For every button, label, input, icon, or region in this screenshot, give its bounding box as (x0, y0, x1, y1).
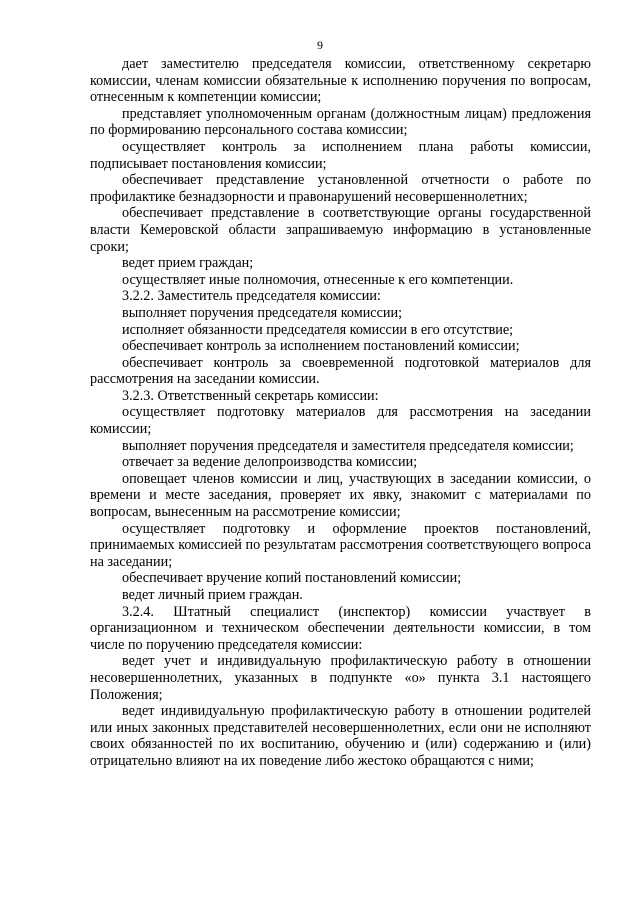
paragraph: осуществляет подготовку и оформление проектов постановлений, принимаемых комиссией по результатам рассмотрения соответствующего вопроса на заседании; (90, 520, 591, 570)
paragraph: исполняет обязанности председателя комиссии в его отсутствие; (122, 321, 514, 338)
section-heading: 3.2.2. Заместитель председателя комиссии: (122, 288, 381, 305)
paragraph: ведет индивидуальную профилактическую работу в отношении родителей или иных законных представителей несовершеннолетних, если они не исполняют своих обязанностей по их воспитанию, обучению и (или) содержанию и (или) отрицательно влияют на их поведение либо жестоко обращаются с ними; (90, 703, 591, 769)
paragraph: осуществляет подготовку материалов для рассмотрения на заседании комиссии; (90, 404, 591, 438)
paragraph: выполняет поручения председателя комиссии; (122, 304, 403, 321)
paragraph: осуществляет контроль за исполнением плана работы комиссии, подписывает постановления комиссии; (90, 138, 591, 172)
paragraph: обеспечивает представление в соответствующие органы государственной власти Кемеровской области запрашиваемую информацию в установленные сроки; (90, 205, 591, 255)
document-body (90, 56, 591, 770)
page-number: 9 (317, 38, 323, 52)
paragraph: обеспечивает контроль за исполнением постановлений комиссии; (122, 338, 520, 355)
paragraph: выполняет поручения председателя и заместителя председателя комиссии; (122, 437, 574, 454)
paragraph: осуществляет иные полномочия, отнесенные к его компетенции. (122, 271, 514, 288)
paragraph: обеспечивает контроль за своевременной подготовкой материалов для рассмотрения на заседании комиссии. (90, 354, 591, 388)
paragraph: обеспечивает представление установленной отчетности о работе по профилактике безнадзорности и правонарушений несовершеннолетних; (90, 172, 591, 205)
paragraph: отвечает за ведение делопроизводства комиссии; (122, 454, 418, 471)
paragraph: представляет уполномоченным органам (должностным лицам) предложения по формированию персонального состава комиссии; (90, 105, 591, 139)
section-heading: 3.2.4. Штатный специалист (инспектор) комиссии участвует в организационном и техническом обеспечении деятельности комиссии, в том числе по поручению председателя комиссии: (90, 603, 591, 653)
paragraph: обеспечивает вручение копий постановлений комиссии; (122, 570, 462, 587)
section-heading: 3.2.3. Ответственный секретарь комиссии: (122, 387, 379, 404)
paragraph: ведет прием граждан; (122, 255, 254, 272)
paragraph: ведет учет и индивидуальную профилактическую работу в отношении несовершеннолетних, указанных в подпункте «о» пункта 3.1 настоящего Положения; (90, 653, 591, 703)
paragraph: оповещает членов комиссии и лиц, участвующих в заседании комиссии, о времени и месте заседания, проверяет их явку, знакомит с материалами по вопросам, вынесенным на рассмотрение комиссии; (90, 470, 591, 521)
paragraph: ведет личный прием граждан. (122, 587, 303, 603)
paragraph: дает заместителю председателя комиссии, ответственному секретарю комиссии, членам комиссии обязательные к исполнению поручения по вопросам, отнесенным к компетенции комиссии; (90, 56, 591, 106)
